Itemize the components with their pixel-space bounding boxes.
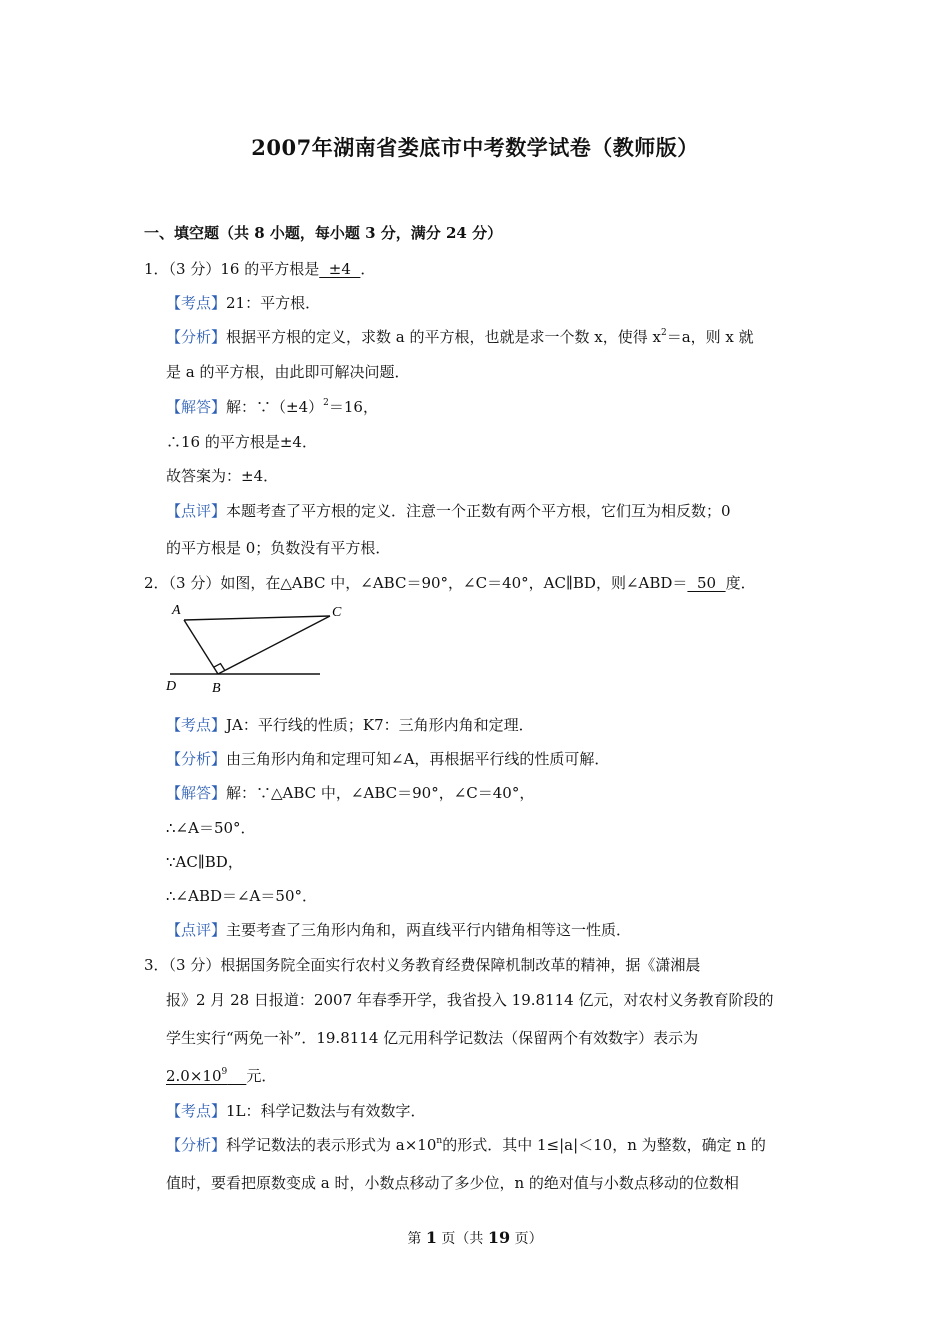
question-stem: （3 分）如图，在△ABC 中，∠ABC＝90°，∠C＝40°，AC∥BD，则∠ABD＝	[168, 574, 688, 592]
kaodian-tag: 【考点】	[166, 294, 227, 312]
fenxi-line-2: 是 a 的平方根，由此即可解决问题．	[166, 363, 410, 381]
triangle-figure	[158, 598, 348, 698]
fenxi-line: 【分析】科学记数法的表示形式为 $a\times 10^n$的形式．其中 1≤|a|＜10，n 为整数，确定 n 的	[166, 1136, 766, 1154]
kaodian-line: 【考点】1L：科学记数法与有效数字．	[166, 1102, 426, 1120]
jieda-tag: 【解答】	[166, 398, 227, 416]
label-d: D	[166, 679, 177, 694]
dianping-line: 【点评】本题考查了平方根的定义．注意一个正数有两个平方根，它们互为相反数；0	[166, 502, 731, 520]
page-total: 19	[487, 1228, 511, 1247]
page-footer: 第 1 页（共 19 页）	[407, 1228, 543, 1247]
answer-blank: $2.0\times 10^9$	[166, 1067, 228, 1085]
fenxi-tag: 【分析】	[166, 328, 227, 346]
question-3	[144, 954, 700, 976]
question-stem-line: 学生实行“两免一补”．19.8114 亿元用科学记数法（保留两个有效数字）表示为	[166, 1029, 699, 1047]
solution-step: ∴∠ABD＝∠A＝50°．	[166, 887, 317, 905]
answer-blank: 50	[687, 574, 726, 592]
label-a: A	[172, 603, 181, 618]
fenxi-line: 【分析】根据平方根的定义，求数 a 的平方根，也就是求一个数 x，使得 $x^2=a$，则 x 就	[166, 328, 754, 346]
section-heading: 一、填空题（共 8 小题，每小题 3 分，满分 24 分）	[144, 224, 503, 242]
fenxi-tag: 【分析】	[166, 1136, 227, 1154]
solution-step: ∴16 的平方根是±4．	[166, 433, 317, 451]
dianping-tag: 【点评】	[166, 502, 227, 520]
fenxi-tag: 【分析】	[166, 750, 227, 768]
question-stem: （3 分）16 的平方根是	[168, 260, 320, 278]
kaodian-line: 【考点】JA：平行线的性质；K7：三角形内角和定理．	[166, 716, 534, 734]
dianping-tag: 【点评】	[166, 921, 227, 939]
dianping-line-2: 的平方根是 0；负数没有平方根．	[166, 539, 391, 557]
label-b: B	[212, 681, 221, 696]
jieda-line: 【解答】解：∵△ABC 中，∠ABC＝90°，∠C＝40°，	[166, 784, 535, 802]
question-number: 1．	[144, 260, 169, 278]
kaodian-tag: 【考点】	[166, 1102, 227, 1120]
segment-bc	[218, 616, 330, 674]
question-1: 1．（3 分）16 的平方根是 ±4 ．	[144, 260, 376, 278]
label-c: C	[332, 605, 342, 620]
document-title: 2007年湖南省娄底市中考数学试卷（教师版）	[251, 135, 699, 160]
jieda-tag: 【解答】	[166, 784, 227, 802]
question-number: 3．	[144, 956, 169, 974]
kaodian-line: 【考点】21：平方根．	[166, 294, 321, 312]
solution-step: 故答案为：±4．	[166, 467, 279, 485]
page-number: 1	[425, 1228, 437, 1247]
dianping-line: 【点评】主要考查了三角形内角和，两直线平行内错角相等这一性质．	[166, 921, 632, 939]
solution-step: ∴∠A＝50°．	[166, 819, 256, 837]
answer-blank: ±4	[319, 260, 361, 278]
segment-ac	[184, 616, 330, 620]
answer-line: $2.0\times 10^9$ 元．	[166, 1067, 277, 1085]
fenxi-line: 【分析】由三角形内角和定理可知∠A，再根据平行线的性质可解．	[166, 750, 610, 768]
kaodian-tag: 【考点】	[166, 716, 227, 734]
question-number: 2．	[144, 574, 169, 592]
segment-ab	[184, 620, 218, 674]
question-2: 2．（3 分）如图，在△ABC 中，∠ABC＝90°，∠C＝40°，AC∥BD，则∠ABD＝ 50 度．	[144, 574, 756, 592]
jieda-line: 【解答】解：$\because(\pm 4)^2=16$，	[166, 398, 378, 416]
question-stem: （3 分）根据国务院全面实行农村义务教育经费保障机制改革的精神，据《潇湘晨	[168, 956, 701, 974]
solution-step: ∵AC∥BD，	[166, 853, 243, 871]
question-stem-line: 报》2 月 28 日报道：2007 年春季开学，我省投入 19.8114 亿元，对农村义务教育阶段的	[166, 991, 774, 1009]
fenxi-line-2: 值时，要看把原数变成 a 时，小数点移动了多少位，n 的绝对值与小数点移动的位数相	[166, 1174, 739, 1192]
